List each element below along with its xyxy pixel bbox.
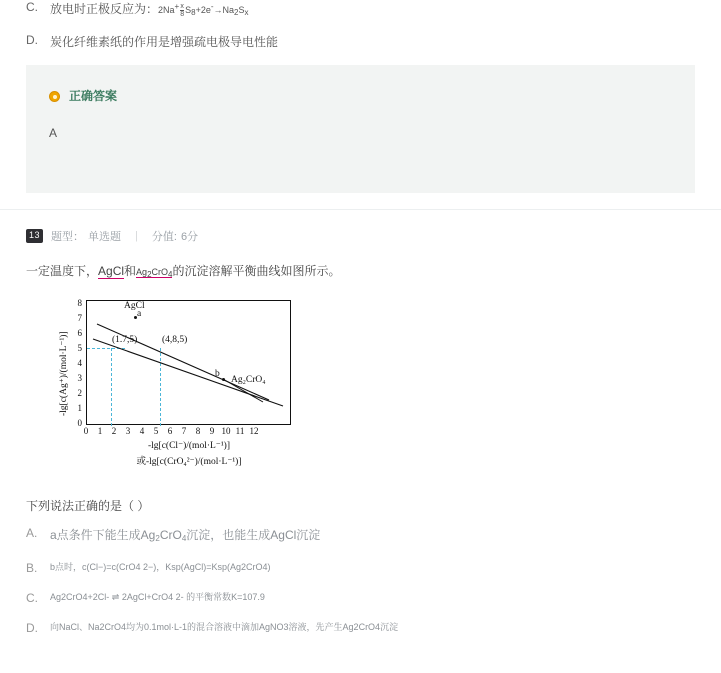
option-text-c	[50, 0, 249, 19]
x-tick-4: 4	[139, 425, 145, 436]
question-prompt: 下列说法正确的是（ ）	[26, 498, 150, 513]
option-c-formula: 2Na+ $\frac{x}{8}$ S8+2e-→Na2Sx	[158, 2, 249, 19]
chart-y-axis-label: -lg[c(Ag⁺)/(mol·L⁻¹)]	[59, 331, 69, 416]
point-b-marker	[222, 378, 225, 381]
y-tick-0: 0	[77, 417, 82, 428]
correct-answer-header	[48, 87, 673, 104]
y-tick-5: 5	[77, 342, 82, 353]
chart-x-axis-label-2: 或-lg[c(CrO₄²⁻)/(mol·L⁻¹)]	[136, 456, 242, 467]
option-row-d	[0, 33, 721, 51]
question-type-value: 单选题	[88, 231, 122, 243]
q13-option-row-b[interactable]	[0, 561, 721, 575]
chart-coord-label-1: (1.7,5)	[112, 334, 138, 345]
chart-annotation-a: a	[137, 308, 142, 319]
q13-option-text-b: b点时，c(Cl−)=c(CrO4 2−)，Ksp(AgCl)=Ksp(Ag2CrO4)	[50, 561, 271, 572]
x-tick-2: 2	[111, 425, 117, 436]
q13-option-text-a: a点条件下能生成$Ag_2CrO_4$沉淀，也能生成AgCl沉淀	[50, 527, 321, 543]
x-tick-12: 12	[249, 425, 259, 436]
fraction-x-8: $\frac{x}{8}$	[180, 2, 185, 19]
medal-icon	[48, 89, 61, 102]
chart-coord-label-2: (4,8,5)	[162, 334, 188, 345]
y-tick-1: 1	[77, 402, 82, 413]
y-tick-2: 2	[77, 387, 82, 398]
q13-option-row-d[interactable]	[0, 621, 721, 635]
chart-curves	[87, 301, 292, 426]
x-tick-10: 10	[221, 425, 231, 436]
q13-option-row-c[interactable]	[0, 591, 721, 605]
y-tick-3: 3	[77, 372, 82, 383]
x-tick-9: 9	[209, 425, 215, 436]
chart-series-label-ag2cro4: Ag₂CrO₄	[231, 374, 266, 385]
q13-option-label-a: A.	[26, 525, 38, 540]
stem-ag2cro4: Ag2CrO4	[136, 267, 173, 279]
q13-option-label-b: B.	[26, 560, 38, 575]
x-tick-3: 3	[125, 425, 131, 436]
figure-container	[0, 282, 721, 481]
option-c-prefix: 放电时正极反应为：	[50, 2, 159, 16]
chart-plot-area	[86, 300, 291, 425]
correct-answer-title: 正确答案	[69, 89, 118, 103]
chart-annotation-b: b	[215, 368, 220, 379]
y-tick-8: 8	[77, 297, 82, 308]
question-meta	[0, 210, 721, 244]
solubility-curve-chart	[44, 296, 364, 481]
y-tick-4: 4	[77, 357, 82, 368]
stem-part-2: 和	[124, 264, 137, 278]
meta-separator: |	[135, 230, 138, 242]
q13-option-label-c: C.	[26, 590, 38, 605]
option-row-c	[0, 0, 721, 19]
x-tick-6: 6	[167, 425, 173, 436]
chart-x-axis-label-1: -lg[c(Cl⁻)/(mol·L⁻¹)]	[148, 440, 230, 451]
stem-part-3: 的沉淀溶解平衡曲线如图所示。	[172, 264, 341, 278]
question13-options	[0, 514, 721, 635]
q13-option-label-d: D.	[26, 620, 38, 635]
question-score-value: 6分	[180, 231, 199, 243]
question-score-label: 分值:	[151, 231, 177, 243]
q13-option-text-d: 向NaCl、Na2CrO4均为0.1mol·L-1的混合溶液中滴加AgNO3溶液，先产生Ag2CrO4沉淀	[50, 621, 399, 632]
x-tick-11: 11	[235, 425, 245, 436]
correct-answer-value: A	[49, 126, 58, 140]
correct-answer-panel	[26, 65, 695, 193]
question-type-label: 题型：	[51, 231, 85, 243]
x-tick-1: 1	[97, 425, 103, 436]
q13-option-row-a[interactable]	[0, 526, 721, 545]
chart-series-label-agcl: AgCl	[124, 300, 145, 311]
option-text-d: 炭化纤维素纸的作用是增强疏电极导电性能	[50, 35, 279, 49]
q13-option-text-c: Ag2CrO4+2Cl- ⇌ 2AgCl+CrO4 2- 的平衡常数K=107.9	[50, 591, 265, 602]
y-tick-7: 7	[77, 312, 82, 323]
stem-agcl: AgCl	[98, 264, 125, 278]
x-tick-5: 5	[153, 425, 159, 436]
question-number-badge: 13	[26, 229, 43, 243]
x-tick-8: 8	[195, 425, 201, 436]
y-tick-6: 6	[77, 327, 82, 338]
x-tick-0: 0	[83, 425, 89, 436]
option-label-c: C.	[26, 0, 38, 14]
x-tick-7: 7	[181, 425, 187, 436]
stem-part-1: 一定温度下，	[26, 264, 99, 278]
question-stem	[0, 244, 721, 282]
option-label-d: D.	[26, 33, 38, 47]
